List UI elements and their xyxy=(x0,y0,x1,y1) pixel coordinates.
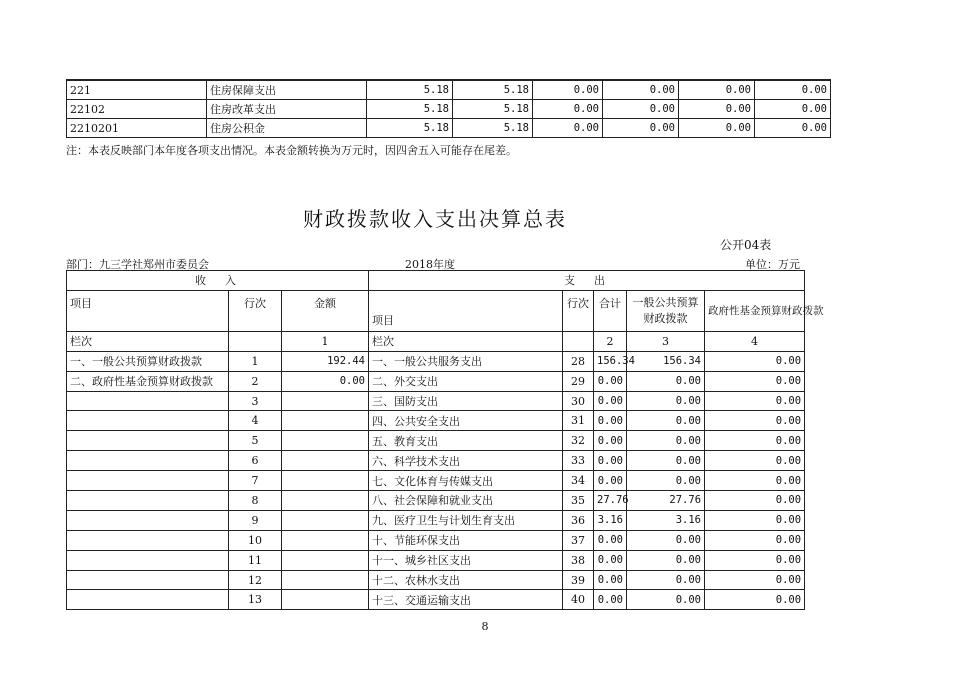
cell-name: 住房保障支出 xyxy=(207,80,367,100)
col-expense-row: 行次 xyxy=(563,290,594,331)
expense-fund: 0.00 xyxy=(705,590,805,610)
table-row xyxy=(67,510,805,530)
income-item xyxy=(67,391,229,411)
cell-value: 0.00 xyxy=(533,100,603,119)
department-label: 部门：九三学社郑州市委员会 xyxy=(66,258,209,271)
income-item: 一、一般公共预算财政拨款 xyxy=(67,351,229,371)
table-row xyxy=(67,371,805,391)
income-row-no: 8 xyxy=(229,491,282,511)
income-item xyxy=(67,491,229,511)
cell-code: 22102 xyxy=(67,100,207,119)
col-income-row: 行次 xyxy=(229,290,282,331)
income-row-no: 11 xyxy=(229,550,282,570)
expense-total: 0.00 xyxy=(594,431,627,451)
income-amount xyxy=(282,590,369,610)
cell-value: 0.00 xyxy=(533,80,603,100)
income-item xyxy=(67,411,229,431)
col-income-amount: 金额 xyxy=(282,290,369,331)
income-amount xyxy=(282,550,369,570)
income-row-no: 6 xyxy=(229,451,282,471)
expense-general: 0.00 xyxy=(627,391,705,411)
income-amount: 0.00 xyxy=(282,371,369,391)
income-amount xyxy=(282,510,369,530)
page-title: 财政拨款收入支出决算总表 xyxy=(303,207,567,231)
expense-fund: 0.00 xyxy=(705,351,805,371)
lanci-4: 4 xyxy=(705,331,805,351)
expense-item: 九、医疗卫生与计划生育支出 xyxy=(369,510,563,530)
income-amount xyxy=(282,431,369,451)
expense-general: 156.34 xyxy=(627,351,705,371)
expense-detail-table xyxy=(66,79,831,138)
lanci-2: 2 xyxy=(594,331,627,351)
expense-general: 0.00 xyxy=(627,590,705,610)
expense-total: 0.00 xyxy=(594,451,627,471)
income-amount xyxy=(282,411,369,431)
expense-item: 三、国防支出 xyxy=(369,391,563,411)
cell-value: 5.18 xyxy=(453,80,533,100)
expense-item: 七、文化体育与传媒支出 xyxy=(369,471,563,491)
col-expense-item: 项目 xyxy=(369,290,563,331)
income-amount xyxy=(282,391,369,411)
income-row-no: 12 xyxy=(229,570,282,590)
expense-row-no: 38 xyxy=(563,550,594,570)
table-row xyxy=(67,491,805,511)
col-total: 合计 xyxy=(594,290,627,331)
income-amount xyxy=(282,471,369,491)
income-item xyxy=(67,530,229,550)
cell-code: 2210201 xyxy=(67,119,207,138)
expense-fund: 0.00 xyxy=(705,510,805,530)
income-amount xyxy=(282,570,369,590)
income-amount: 192.44 xyxy=(282,351,369,371)
cell-value: 0.00 xyxy=(679,80,755,100)
expense-row-no: 31 xyxy=(563,411,594,431)
income-row-no: 9 xyxy=(229,510,282,530)
cell-value: 0.00 xyxy=(755,119,831,138)
expense-total: 0.00 xyxy=(594,411,627,431)
page-number: 8 xyxy=(481,620,489,633)
col-fund-budget: 政府性基金预算财政拨款 xyxy=(705,290,805,331)
lanci-3: 3 xyxy=(627,331,705,351)
expense-total: 0.00 xyxy=(594,371,627,391)
expense-item: 十一、城乡社区支出 xyxy=(369,550,563,570)
expense-row-no: 37 xyxy=(563,530,594,550)
income-row-no: 2 xyxy=(229,371,282,391)
expense-general: 0.00 xyxy=(627,411,705,431)
cell-value: 0.00 xyxy=(755,100,831,119)
expense-fund: 0.00 xyxy=(705,550,805,570)
expense-general: 0.00 xyxy=(627,451,705,471)
expense-item: 十二、农林水支出 xyxy=(369,570,563,590)
table-row xyxy=(67,570,805,590)
table-row xyxy=(67,451,805,471)
table-row xyxy=(67,431,805,451)
cell-value: 5.18 xyxy=(367,80,453,100)
table-row xyxy=(67,80,831,100)
expense-total: 0.00 xyxy=(594,391,627,411)
income-row-no: 4 xyxy=(229,411,282,431)
table-row xyxy=(67,550,805,570)
expense-fund: 0.00 xyxy=(705,471,805,491)
cell-name: 住房公积金 xyxy=(207,119,367,138)
expense-item: 十、节能环保支出 xyxy=(369,530,563,550)
expense-general: 0.00 xyxy=(627,570,705,590)
expense-total: 0.00 xyxy=(594,530,627,550)
expense-total: 156.34 xyxy=(594,351,627,371)
income-item xyxy=(67,451,229,471)
income-item: 二、政府性基金预算财政拨款 xyxy=(67,371,229,391)
expense-general: 0.00 xyxy=(627,550,705,570)
cell-value: 0.00 xyxy=(755,80,831,100)
income-item xyxy=(67,590,229,610)
expense-item: 五、教育支出 xyxy=(369,431,563,451)
income-row-no: 3 xyxy=(229,391,282,411)
income-amount xyxy=(282,491,369,511)
income-item xyxy=(67,510,229,530)
cell-value: 5.18 xyxy=(453,100,533,119)
cell-value: 0.00 xyxy=(679,119,755,138)
expense-row-no: 39 xyxy=(563,570,594,590)
expense-row-no: 28 xyxy=(563,351,594,371)
expense-fund: 0.00 xyxy=(705,371,805,391)
expense-item: 二、外交支出 xyxy=(369,371,563,391)
cell-value: 0.00 xyxy=(603,100,679,119)
expense-row-no: 33 xyxy=(563,451,594,471)
income-row-no: 13 xyxy=(229,590,282,610)
income-row-no: 1 xyxy=(229,351,282,371)
table-row xyxy=(67,351,805,371)
expense-total: 0.00 xyxy=(594,570,627,590)
income-header: 收 入 xyxy=(67,271,369,291)
expense-total: 3.16 xyxy=(594,510,627,530)
table-row xyxy=(67,590,805,610)
cell-code: 221 xyxy=(67,80,207,100)
expense-fund: 0.00 xyxy=(705,451,805,471)
cell-value: 5.18 xyxy=(367,119,453,138)
expense-fund: 0.00 xyxy=(705,530,805,550)
expense-item: 六、科学技术支出 xyxy=(369,451,563,471)
expense-row-no: 30 xyxy=(563,391,594,411)
expense-total: 0.00 xyxy=(594,471,627,491)
cell-value: 5.18 xyxy=(367,100,453,119)
lanci-1: 1 xyxy=(282,331,369,351)
expense-item: 十三、交通运输支出 xyxy=(369,590,563,610)
expense-fund: 0.00 xyxy=(705,391,805,411)
income-amount xyxy=(282,530,369,550)
table-row xyxy=(67,530,805,550)
income-row-no: 10 xyxy=(229,530,282,550)
fiscal-summary-table xyxy=(66,270,824,610)
table-row xyxy=(67,391,805,411)
table-row xyxy=(67,471,805,491)
income-row-no: 5 xyxy=(229,431,282,451)
form-number: 公开04表 xyxy=(720,238,772,252)
cell-value: 0.00 xyxy=(533,119,603,138)
unit-label: 单位：万元 xyxy=(745,258,800,271)
expense-row-no: 34 xyxy=(563,471,594,491)
expense-fund: 0.00 xyxy=(705,411,805,431)
expense-total: 27.76 xyxy=(594,491,627,511)
cell-value: 0.00 xyxy=(603,119,679,138)
expense-row-no: 36 xyxy=(563,510,594,530)
lanci-label: 栏次 xyxy=(67,331,229,351)
table-row xyxy=(67,119,831,138)
expense-total: 0.00 xyxy=(594,590,627,610)
table-row xyxy=(67,100,831,119)
expense-fund: 0.00 xyxy=(705,431,805,451)
income-item xyxy=(67,471,229,491)
expense-row-no: 32 xyxy=(563,431,594,451)
expense-general: 0.00 xyxy=(627,371,705,391)
income-item xyxy=(67,431,229,451)
expense-general: 27.76 xyxy=(627,491,705,511)
table-row xyxy=(67,411,805,431)
expense-header: 支 出 xyxy=(369,271,805,291)
income-amount xyxy=(282,451,369,471)
table-note: 注：本表反映部门本年度各项支出情况。本表金额转换为万元时，因四舍五入可能存在尾差。 xyxy=(66,144,517,157)
expense-item: 一、一般公共服务支出 xyxy=(369,351,563,371)
income-row-no: 7 xyxy=(229,471,282,491)
expense-row-no: 40 xyxy=(563,590,594,610)
col-general-budget: 一般公共预算财政拨款 xyxy=(627,290,705,331)
expense-item: 八、社会保障和就业支出 xyxy=(369,491,563,511)
lanci-exp-label: 栏次 xyxy=(369,331,563,351)
income-item xyxy=(67,550,229,570)
expense-general: 0.00 xyxy=(627,471,705,491)
expense-general: 0.00 xyxy=(627,431,705,451)
expense-total: 0.00 xyxy=(594,550,627,570)
year-label: 2018年度 xyxy=(405,258,455,271)
expense-item: 四、公共安全支出 xyxy=(369,411,563,431)
expense-general: 3.16 xyxy=(627,510,705,530)
expense-fund: 0.00 xyxy=(705,491,805,511)
expense-row-no: 29 xyxy=(563,371,594,391)
col-income-item: 项目 xyxy=(67,290,229,331)
expense-general: 0.00 xyxy=(627,530,705,550)
cell-value: 0.00 xyxy=(603,80,679,100)
cell-value: 0.00 xyxy=(679,100,755,119)
cell-name: 住房改革支出 xyxy=(207,100,367,119)
income-item xyxy=(67,570,229,590)
expense-row-no: 35 xyxy=(563,491,594,511)
expense-fund: 0.00 xyxy=(705,570,805,590)
cell-value: 5.18 xyxy=(453,119,533,138)
